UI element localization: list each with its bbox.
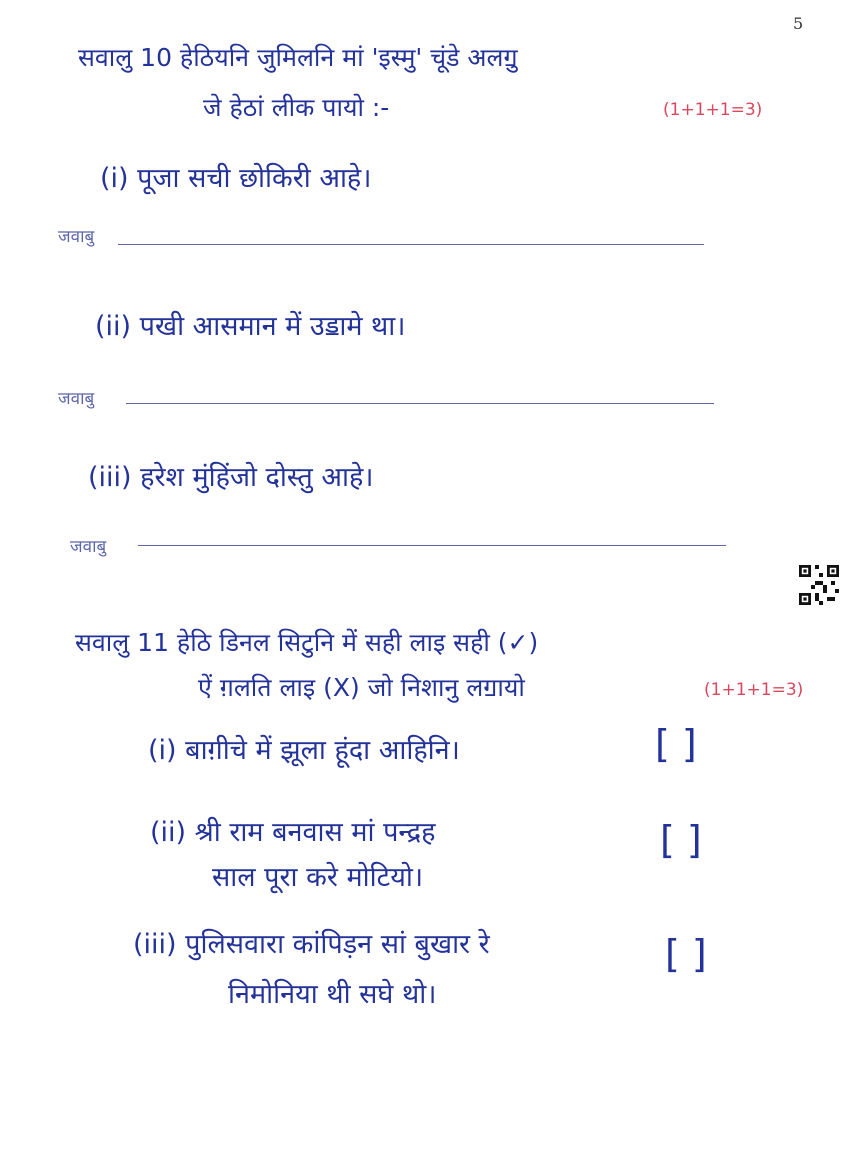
- q10-answer-label-3: जवाबु: [70, 537, 107, 557]
- q10-item-1: (i) पूजा सची छोकिरी आहे।: [100, 163, 372, 194]
- q10-marks: (1+1+1=3): [663, 100, 763, 120]
- q11-item-1: (i) बाग़ीचे में झूला हूंदा आहिनि।: [148, 735, 460, 766]
- q11-title-line2: ऐं ग़लति लाइ (X) जो निशानु लॻायो: [198, 673, 525, 702]
- q11-item-2-line2: साल पूरा करे मोटियो।: [212, 862, 424, 893]
- q10-item-3: (iii) हरेश मुंहिंजो दोस्तु आहे।: [88, 462, 374, 493]
- q11-item-3-line1: (iii) पुलिसवारा कांपिड़न सां बुखार रे: [133, 929, 490, 960]
- q10-title-line1: सवालु 10 हेठियनि जुमिलनि मां 'इस्मु' चूंडे अलॻु: [78, 43, 518, 72]
- q10-answer-line-3[interactable]: [138, 545, 726, 546]
- q10-answer-label-2: जवाबु: [58, 389, 95, 409]
- q10-answer-label-1: जवाबु: [58, 227, 95, 247]
- page-number: 5: [793, 14, 804, 33]
- q11-answer-box-1[interactable]: [ ]: [655, 722, 697, 766]
- q11-title-line1: सवालु 11 हेठि डिनल सिटुनि में सही लाइ सही (✓): [75, 628, 539, 657]
- q10-item-2: (ii) पखी आसमान में उॾामे था।: [95, 311, 406, 342]
- q11-answer-box-2[interactable]: [ ]: [660, 818, 702, 862]
- q11-answer-box-3[interactable]: [ ]: [665, 932, 707, 976]
- q10-answer-line-1[interactable]: [118, 244, 704, 245]
- q11-item-2-line1: (ii) श्री राम बनवास मां पन्द्रह: [150, 817, 436, 848]
- q10-answer-line-2[interactable]: [126, 403, 714, 404]
- q10-title-line2: जे हेठां लीक पायो :-: [203, 93, 390, 122]
- qr-code-icon: [799, 565, 839, 605]
- q11-marks: (1+1+1=3): [704, 680, 804, 700]
- q11-item-3-line2: निमोनिया थी सघे थो।: [228, 979, 437, 1010]
